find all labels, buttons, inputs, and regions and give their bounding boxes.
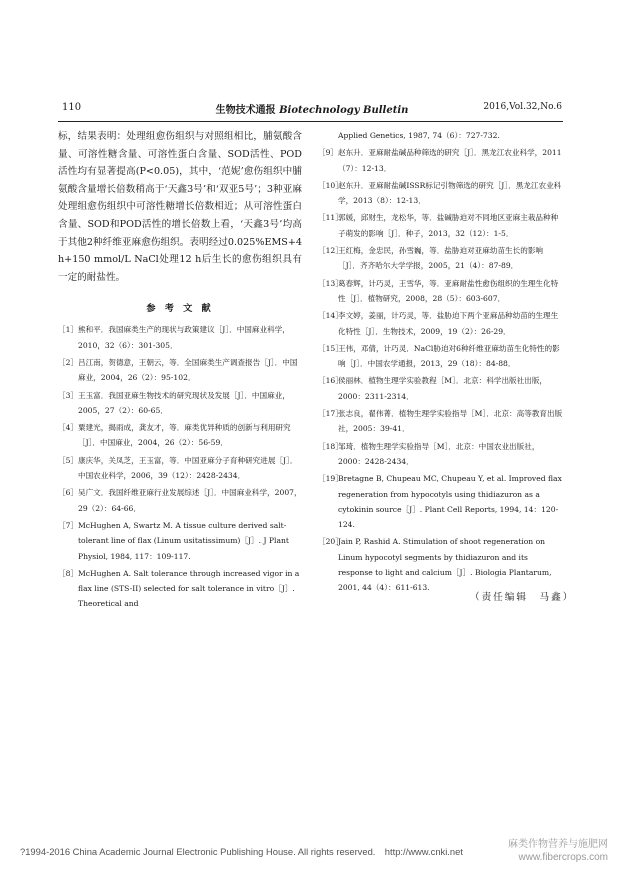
reference-text: 赵东升．亚麻耐盐碱品种筛选的研究［J］．黑龙江农业科学，2011（7）：12-13．	[338, 148, 562, 173]
journal-title-cn: 生物技术通报	[215, 105, 276, 116]
reference-text: 粟建光，揭雨成，龚友才，等．麻类优异种质的创新与利用研究［J］．中国麻业，2004，26（2）：56-59．	[78, 423, 291, 448]
reference-item	[58, 355, 302, 386]
running-header	[62, 100, 562, 116]
reference-number: ［2］	[58, 357, 79, 367]
volume-info: 2016,Vol.32,No.6	[483, 102, 562, 112]
reference-item	[58, 453, 302, 484]
reference-text: 郭媛，邱财生，龙松华，等．盐碱胁迫对不同地区亚麻主栽品种种子萌发的影响［J］．种子，2013，32（12）：1-5．	[338, 213, 559, 238]
copyright-footer: ?1994-2016 China Academic Journal Electronic Publishing House. All rights reserved. http://www.cnki.net	[20, 846, 463, 857]
reference-text: 邹琦．植物生理学实验指导［M］．北京：中国农业出版社，2000：2428-2434．	[338, 441, 540, 466]
reference-item	[318, 341, 563, 372]
reference-number: ［8］	[58, 568, 79, 578]
reference-number: ［20］	[318, 537, 343, 547]
reference-text: Jain P, Rashid A. Stimulation of shoot regeneration on Linum hypocotyl segments by thidiazuron and its response to light and calcium［J］. Biologia Plantarum, 2001, 44（4）：611-613.	[338, 537, 552, 593]
reference-item	[318, 439, 563, 470]
reference-text: McHughen A, Swartz M. A tissue culture derived salt-tolerant line of flax (Linum usitatissimum)［J］. J Plant Physiol, 1984, 117：109-117.	[78, 520, 289, 561]
reference-text: 葛春辉，计巧灵，王雪华，等．亚麻耐盐性愈伤组织的生理生化特性［J］．植物研究，2008，28（5）：603-607．	[338, 278, 559, 303]
reference-text: 李文婷，姜丽，计巧灵，等．盐胁迫下两个亚麻品种幼苗的生理生化特性［J］．生物技术，2009，19（2）：26-29．	[338, 311, 559, 336]
reference-text: 赵东升．亚麻耐盐碱ISSR标记引物筛选的研究［J］．黑龙江农业科学，2013（8）：12-13．	[338, 180, 562, 206]
reference-number: ［1］	[58, 325, 79, 335]
reference-number: ［14］	[318, 311, 343, 321]
reference-text: 王红梅，金忠民，孙雪巍，等．盐胁迫对亚麻幼苗生长的影响［J］．齐齐哈尔大学学报，2005，21（4）：87-89．	[338, 246, 544, 271]
reference-item	[58, 485, 302, 516]
reference-list-right	[318, 128, 563, 143]
reference-item	[318, 145, 563, 176]
reference-text: Bretagne B, Chupeau MC, Chupeau Y, et al. Improved flax regeneration from hypocotyls using thidiazuron as a cytokinin source［J］. Plant Cell Reports, 1994, 14：120-124.	[338, 474, 562, 530]
reference-text: 熊和平．我国麻类生产的现状与政策建议［J］．中国麻业科学，2010，32（6）：301-305．	[78, 325, 290, 350]
reference-number: ［10］	[318, 180, 343, 190]
watermark	[508, 838, 608, 864]
reference-number: ［9］	[318, 148, 339, 158]
reference-number: ［15］	[318, 343, 343, 353]
reference-number: ［17］	[318, 409, 343, 419]
reference-number: ［4］	[58, 423, 79, 433]
reference-item	[318, 373, 563, 404]
reference-number: ［12］	[318, 246, 343, 256]
header-rule	[58, 121, 563, 122]
reference-item	[318, 243, 563, 274]
page-number: 110	[62, 102, 82, 113]
references-title: 参 考 文 献	[146, 303, 214, 315]
body-paragraph: 标，结果表明：处理组愈伤组织与对照组相比，脯氨酸含量、可溶性糖含量、可溶性蛋白含量、SOD活性、POD活性均有显著提高(P<0.05)，其中，‘范妮’愈伤组织中脯氨酸含量增长倍数稍高于‘天鑫3号’和‘双亚5号’；3种亚麻处理组愈伤组织中可溶性糖增长倍数相近；从可溶性蛋白含量、SOD和POD活性的增长倍数上看，‘天鑫3号’均高于其他2种纤维亚麻愈伤组织。表明经过0.025%EMS+4 h+150 mmol/L NaCl处理12 h后生长的愈伤组织具有一定的耐盐性。	[58, 131, 302, 283]
reference-number: ［6］	[58, 488, 79, 498]
reference-text: 王伟，邓倩，计巧灵．NaCl胁迫对6种纤维亚麻幼苗生化特性的影响［J］．中国农学通报，2013，29（18）：84-88．	[338, 343, 560, 369]
reference-item	[318, 308, 563, 339]
reference-item	[58, 420, 302, 451]
journal-title-en: Biotechnology Bulletin	[279, 105, 409, 116]
right-column	[318, 128, 563, 598]
reference-text: 吕江南，贺德意，王朝云，等．全国麻类生产调查报告［J］．中国麻业，2004，26（2）：95-102．	[78, 357, 298, 383]
reference-text: 张志良，翟伟菁．植物生理学实验指导［M］．北京：高等教育出版社，2005：39-41．	[338, 409, 563, 434]
reference-text: 王玉富．我国亚麻生物技术的研究现状及发展［J］．中国麻业，2005，27（2）：60-65．	[78, 390, 290, 415]
reference-number: ［19］	[318, 474, 343, 484]
reference-number: ［11］	[318, 213, 343, 223]
reference-number: ［3］	[58, 390, 79, 400]
reference-text: 侯丽林．植物生理学实验教程［M］．北京：科学出版社出版，2000：2311-2314．	[338, 376, 548, 401]
reference-number: ［7］	[58, 520, 79, 530]
reference-item	[318, 534, 563, 595]
reference-text: 康庆华，关凤芝，王玉富，等．中国亚麻分子育种研究进展［J］．中国农业科学，2006，39（12）：2428-2434．	[78, 455, 298, 481]
reference-list-left	[58, 322, 302, 611]
reference-number: ［18］	[318, 441, 343, 451]
reference-item	[58, 566, 302, 612]
responsible-editor: （责任编辑 马鑫）	[470, 592, 575, 603]
reference-item	[58, 322, 302, 353]
left-column	[58, 128, 302, 614]
reference-list-right-items	[318, 145, 563, 595]
reference-item	[318, 471, 563, 532]
reference-item	[318, 406, 563, 437]
reference-number: ［5］	[58, 455, 79, 465]
reference-text: McHughen A. Salt tolerance through increased vigor in a flax line (STS-II) selected for salt tolerance in vitro［J］. Theoretical and	[78, 568, 300, 609]
reference-item	[58, 518, 302, 564]
reference-continuation: Applied Genetics, 1987, 74（6）：727-732.	[338, 131, 500, 140]
reference-text: 吴广文．我国纤维亚麻行业发展综述［J］．中国麻业科学，2007，29（2）：64-66．	[78, 488, 302, 513]
reference-number: ［13］	[318, 278, 343, 288]
reference-item	[318, 276, 563, 307]
reference-number: ［16］	[318, 376, 343, 386]
reference-item	[318, 178, 563, 209]
reference-item	[58, 388, 302, 419]
reference-item	[318, 210, 563, 241]
watermark-line2: www.fibercrops.com	[518, 852, 608, 863]
watermark-line1: 麻类作物营养与施肥网	[508, 839, 608, 850]
